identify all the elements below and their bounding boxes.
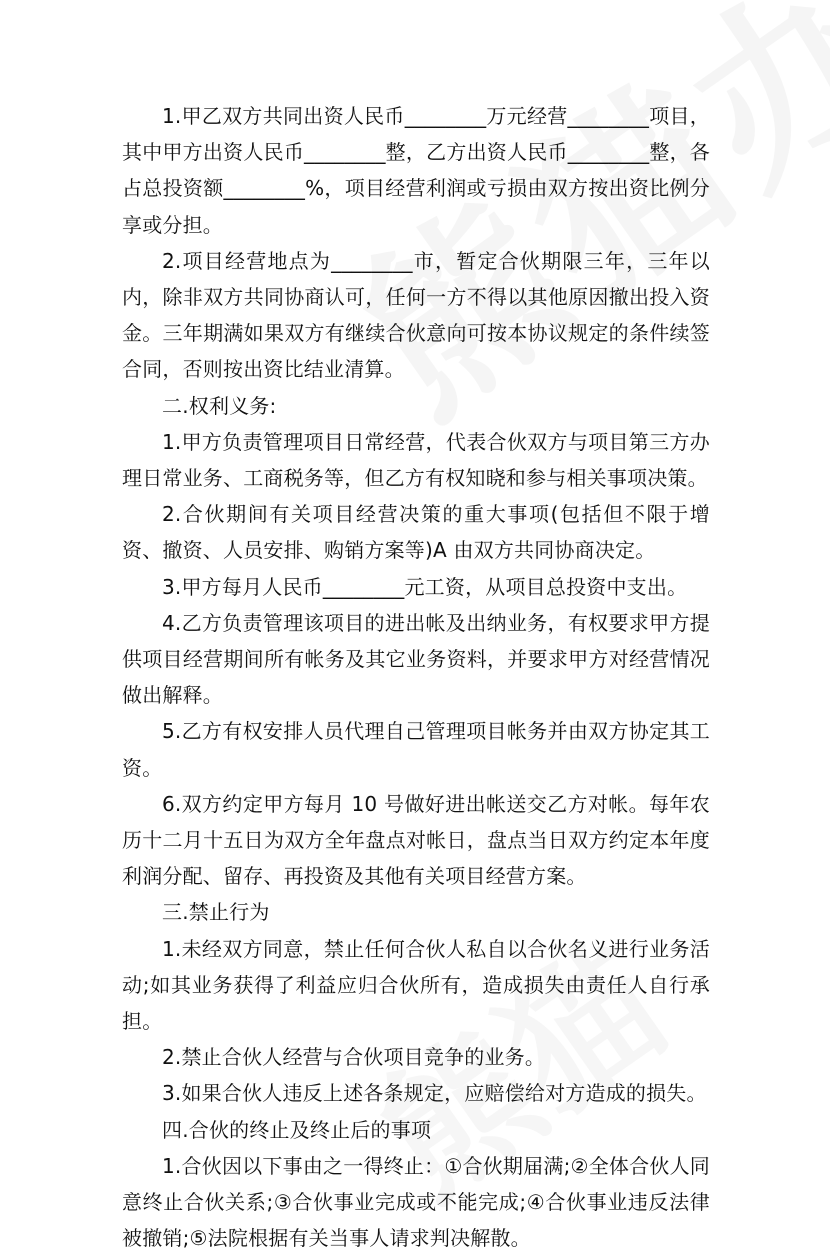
paragraph-rights-1: 1.甲方负责管理项目日常经营，代表合伙双方与项目第三方办理日常业务、工商税务等，但乙方有权知晓和参与相关事项决策。: [122, 429, 710, 491]
paragraph-rights-2: 2.合伙期间有关项目经营决策的重大事项(包括但不限于增资、撤资、人员安排、购销方案等)A 由双方共同协商决定。: [122, 502, 710, 563]
section-heading-rights: 二.权利义务:: [162, 393, 277, 418]
paragraph-termination-1: 1.合伙因以下事由之一得终止：①合伙期届满;②全体合伙人同意终止合伙关系;③合伙事业完成或不能完成;④合伙事业违反法律被撤销;⑤法院根据有关当事人请求判决解散。: [122, 1153, 710, 1251]
paragraph-prohibited-2: 2.禁止合伙人经营与合伙项目竞争的业务。: [162, 1045, 546, 1070]
paragraph-investment: 1.甲乙双方共同出资人民币________万元经营________项目，其中甲方出资人民币________整，乙方出资人民币________整，各占总投资额________%，项目经营利润或亏损由双方按出资比例分享或分担。: [122, 104, 710, 237]
paragraph-prohibited-3: 3.如果合伙人违反上述各条规定，应赔偿给对方造成的损失。: [162, 1081, 707, 1106]
paragraph-rights-6: 6.双方约定甲方每月 10 号做好进出帐送交乙方对帐。每年农历十二月十五日为双方全年盘点对帐日，盘点当日双方约定本年度利润分配、留存、再投资及其他有关项目经营方案。: [122, 791, 710, 889]
paragraph-prohibited-1: 1.未经双方同意，禁止任何合伙人私自以合伙名义进行业务活动;如其业务获得了利益应归合伙所有，造成损失由责任人自行承担。: [122, 936, 710, 1034]
document-body: [122, 98, 710, 1257]
paragraph-rights-3: 3.甲方每月人民币________元工资，从项目总投资中支出。: [162, 574, 688, 599]
section-heading-termination: 四.合伙的终止及终止后的事项: [162, 1117, 432, 1142]
paragraph-rights-4: 4.乙方负责管理该项目的进出帐及出纳业务，有权要求甲方提供项目经营期间所有帐务及其它业务资料，并要求甲方对经营情况做出解释。: [122, 610, 710, 708]
section-heading-prohibited: 三.禁止行为: [162, 900, 270, 925]
paragraph-location-term: 2.项目经营地点为________市，暂定合伙期限三年，三年以内，除非双方共同协商认可，任何一方不得以其他原因撤出投入资金。三年期满如果双方有继续合伙意向可按本协议规定的条件续签合同，否则按出资比结业清算。: [122, 248, 710, 382]
paragraph-rights-5: 5.乙方有权安排人员代理自己管理项目帐务并由双方协定其工资。: [122, 719, 710, 780]
